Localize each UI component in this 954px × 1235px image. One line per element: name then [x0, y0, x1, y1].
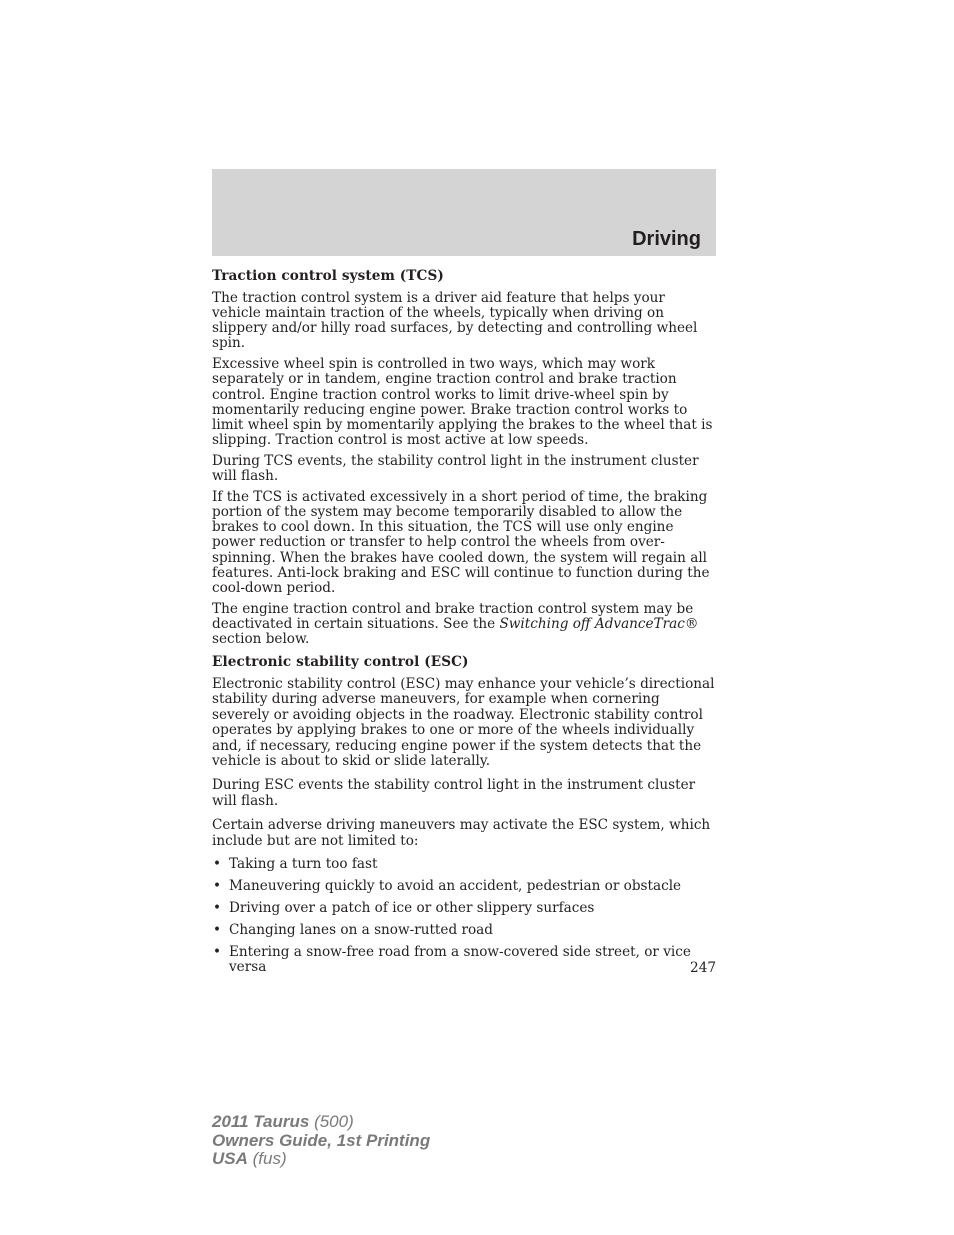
list-item: • Taking a turn too fast	[212, 857, 718, 872]
footer-line-model	[212, 1113, 430, 1132]
list-item: • Maneuvering quickly to avoid an accident, pedestrian or obstacle	[212, 879, 718, 894]
footer-model-code: (500)	[314, 1112, 354, 1131]
tcs-paragraph-2: Excessive wheel spin is controlled in two ways, which may work separately or in tandem, engine traction control and brake traction control. Engine traction control works to limit drive-wheel spin by momentarily reducing engine power. Brake traction control works to limit wheel spin by momentarily applying the brakes to the wheel that is slipping. Traction control is most active at low speeds.	[212, 356, 713, 448]
footer-imprint	[212, 1113, 430, 1169]
section-header-band	[212, 169, 716, 256]
esc-maneuver-list	[212, 857, 718, 976]
footer-market: USA	[212, 1149, 248, 1168]
list-item: • Driving over a patch of ice or other slippery surfaces	[212, 901, 718, 916]
esc-paragraph-2: During ESC events the stability control light in the instrument cluster will flash.	[212, 776, 696, 809]
esc-paragraph-1: Electronic stability control (ESC) may enhance your vehicle’s directional stability during adverse maneuvers, for example when cornering severely or avoiding objects in the roadway. Electronic stability control operates by applying brakes to one or more of the wheels individually and, if necessary, reducing engine power if the system detects that the vehicle is about to skid or slide laterally.	[212, 676, 715, 770]
footer-market-code: (fus)	[252, 1149, 287, 1168]
section-title: Driving	[632, 228, 701, 250]
footer-guide: Owners Guide, 1st Printing	[212, 1130, 431, 1150]
tcs-paragraph-4: If the TCS is activated excessively in a short period of time, the braking portion of the system may become temporarily disabled to allow the brakes to cool down. In this situation, the TCS will use only engine power reduction or transfer to help control the wheels from over-spinning. When the brakes have cooled down, the system will regain all features. Anti-lock braking and ESC will continue to function during the cool-down period.	[212, 489, 710, 596]
esc-paragraph-3: Certain adverse driving maneuvers may activate the ESC system, which include but are not limited to:	[212, 816, 711, 849]
footer-line-guide	[212, 1132, 430, 1151]
list-item: • Entering a snow-free road from a snow-covered side street, or vice versa	[212, 945, 718, 975]
tcs-heading: Traction control system (TCS)	[212, 268, 444, 284]
esc-heading: Electronic stability control (ESC)	[212, 654, 469, 671]
tcs-paragraph-5	[212, 602, 718, 647]
tcs-paragraph-3: During TCS events, the stability control light in the instrument cluster will flash.	[212, 452, 699, 485]
footer-model: 2011 Taurus	[212, 1112, 310, 1131]
page-content	[212, 267, 718, 982]
page-number: 247	[690, 960, 716, 976]
footer-line-market	[212, 1150, 430, 1169]
tcs-paragraph-1: The traction control system is a driver aid feature that helps your vehicle maintain traction of the wheels, typically when driving on slippery and/or hilly road surfaces, by detecting and controlling wheel spin.	[212, 290, 698, 352]
tcs-paragraph-5-start: The engine traction control and brake traction control system may be deactivated in certain situations. See the	[212, 600, 694, 632]
tcs-paragraph-5-end: section below.	[212, 630, 310, 647]
advancetrac-reference: Switching off AdvanceTrac®	[499, 615, 699, 632]
list-item: • Changing lanes on a snow-rutted road	[212, 923, 718, 938]
